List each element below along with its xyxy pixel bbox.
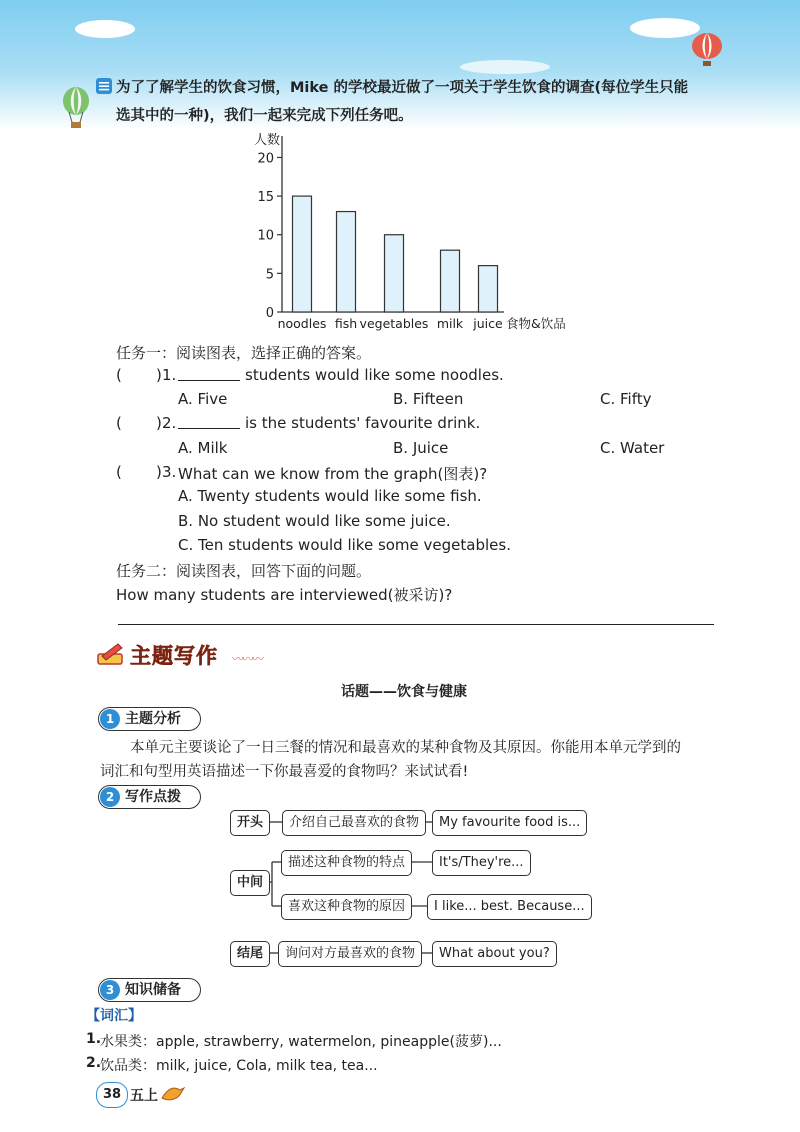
q1-paren-close: ) — [156, 366, 162, 384]
q2-option-c: C. Water — [600, 439, 665, 457]
q1-text: students would like some noodles. — [245, 366, 504, 384]
x-tick-label: noodles — [277, 316, 327, 331]
q2-paren-open: ( — [116, 414, 122, 432]
intro-line-2: 选其中的一种)，我们一起来完成下列任务吧。 — [116, 108, 413, 124]
q2-paren-close: ) — [156, 414, 162, 432]
flow-start-phrase: My favourite food is... — [432, 810, 587, 836]
y-tick-label: 15 — [257, 190, 274, 206]
y-axis-label: 人数 — [254, 133, 281, 148]
section-1-paragraph-line-2: 词汇和句型用英语描述一下你最喜爱的食物吗？来试试看! — [100, 764, 469, 780]
flow-middle: 中间 — [230, 870, 270, 896]
y-tick-label: 0 — [265, 306, 274, 321]
q2-option-b: B. Juice — [393, 439, 449, 457]
x-tick-label: vegetables — [359, 316, 429, 331]
flow-middle-desc-2: 喜欢这种食物的原因 — [281, 894, 412, 920]
q3-option-a: A. Twenty students would like some fish. — [178, 487, 482, 505]
x-tick-label: milk — [436, 316, 464, 331]
writing-heading: 主题写作 — [130, 644, 218, 668]
task2-question: How many students are interviewed(被采访)? — [116, 586, 453, 604]
q1-option-b: B. Fifteen — [393, 390, 464, 408]
q3-paren-close: ) — [156, 463, 162, 481]
flow-middle-phrase-2: I like... best. Because... — [427, 894, 592, 920]
q3-paren-open: ( — [116, 463, 122, 481]
vocab-1-text: 水果类：apple, strawberry, watermelon, pineapple(菠萝)... — [100, 1034, 502, 1050]
flow-start: 开头 — [230, 810, 270, 836]
flow-middle-phrase-1: It's/They're... — [432, 850, 531, 876]
q1-paren-open: ( — [116, 366, 122, 384]
y-tick-label: 5 — [265, 267, 274, 283]
flow-end: 结尾 — [230, 941, 270, 967]
section-1-paragraph-line-1: 本单元主要谈论了一日三餐的情况和最喜欢的某种食物及其原因。你能用本单元学到的 — [130, 740, 681, 756]
task1-title: 任务一：阅读图表，选择正确的答案。 — [116, 344, 372, 362]
section-1-number: 1 — [100, 709, 120, 729]
q3-number: 3. — [162, 463, 177, 481]
task2-title: 任务二：阅读图表，回答下面的问题。 — [116, 562, 372, 580]
bird-icon — [160, 1082, 186, 1104]
flow-middle-desc-1: 描述这种食物的特点 — [281, 850, 412, 876]
q1-number: 1. — [162, 366, 177, 384]
y-tick-label: 20 — [257, 151, 274, 167]
flow-end-desc: 询问对方最喜欢的食物 — [278, 941, 422, 967]
x-axis-label: 食物&饮品 — [506, 316, 566, 331]
section-1-label: 主题分析 — [125, 711, 181, 727]
q1-option-a: A. Five — [178, 390, 228, 408]
q1-option-c: C. Fifty — [600, 390, 652, 408]
flow-end-phrase: What about you? — [432, 941, 557, 967]
vocab-2-text: 饮品类：milk, juice, Cola, milk tea, tea... — [100, 1058, 378, 1074]
page-number-badge — [96, 1082, 128, 1108]
intro-line-1: 为了了解学生的饮食习惯，Mike 的学校最近做了一项关于学生饮食的调查(每位学生只能 — [116, 80, 689, 96]
grade-label: 五上 — [130, 1088, 158, 1104]
page-number: 38 — [102, 1087, 122, 1102]
heading-wave-decoration: 〰〰〰 — [232, 652, 263, 666]
q3-text: What can we know from the graph(图表)? — [178, 465, 488, 483]
section-2-number: 2 — [100, 787, 120, 807]
q3-option-b: B. No student would like some juice. — [178, 512, 451, 530]
flow-start-desc: 介绍自己最喜欢的食物 — [282, 810, 426, 836]
section-2-label: 写作点拨 — [125, 789, 181, 805]
q3-option-c: C. Ten students would like some vegetables. — [178, 536, 511, 554]
topic-title: 话题——饮食与健康 — [341, 684, 467, 700]
x-tick-label: juice — [473, 316, 503, 331]
q2-text: is the students' favourite drink. — [245, 414, 481, 432]
vocab-2-number: 2. — [86, 1055, 102, 1071]
vocab-1-number: 1. — [86, 1031, 102, 1047]
q2-number: 2. — [162, 414, 177, 432]
vocab-tag: 【词汇】 — [86, 1008, 142, 1024]
y-tick-label: 10 — [257, 228, 274, 244]
x-tick-label: fish — [334, 316, 358, 331]
q2-option-a: A. Milk — [178, 439, 228, 457]
section-3-number: 3 — [100, 980, 120, 1000]
section-3-label: 知识储备 — [125, 982, 181, 998]
